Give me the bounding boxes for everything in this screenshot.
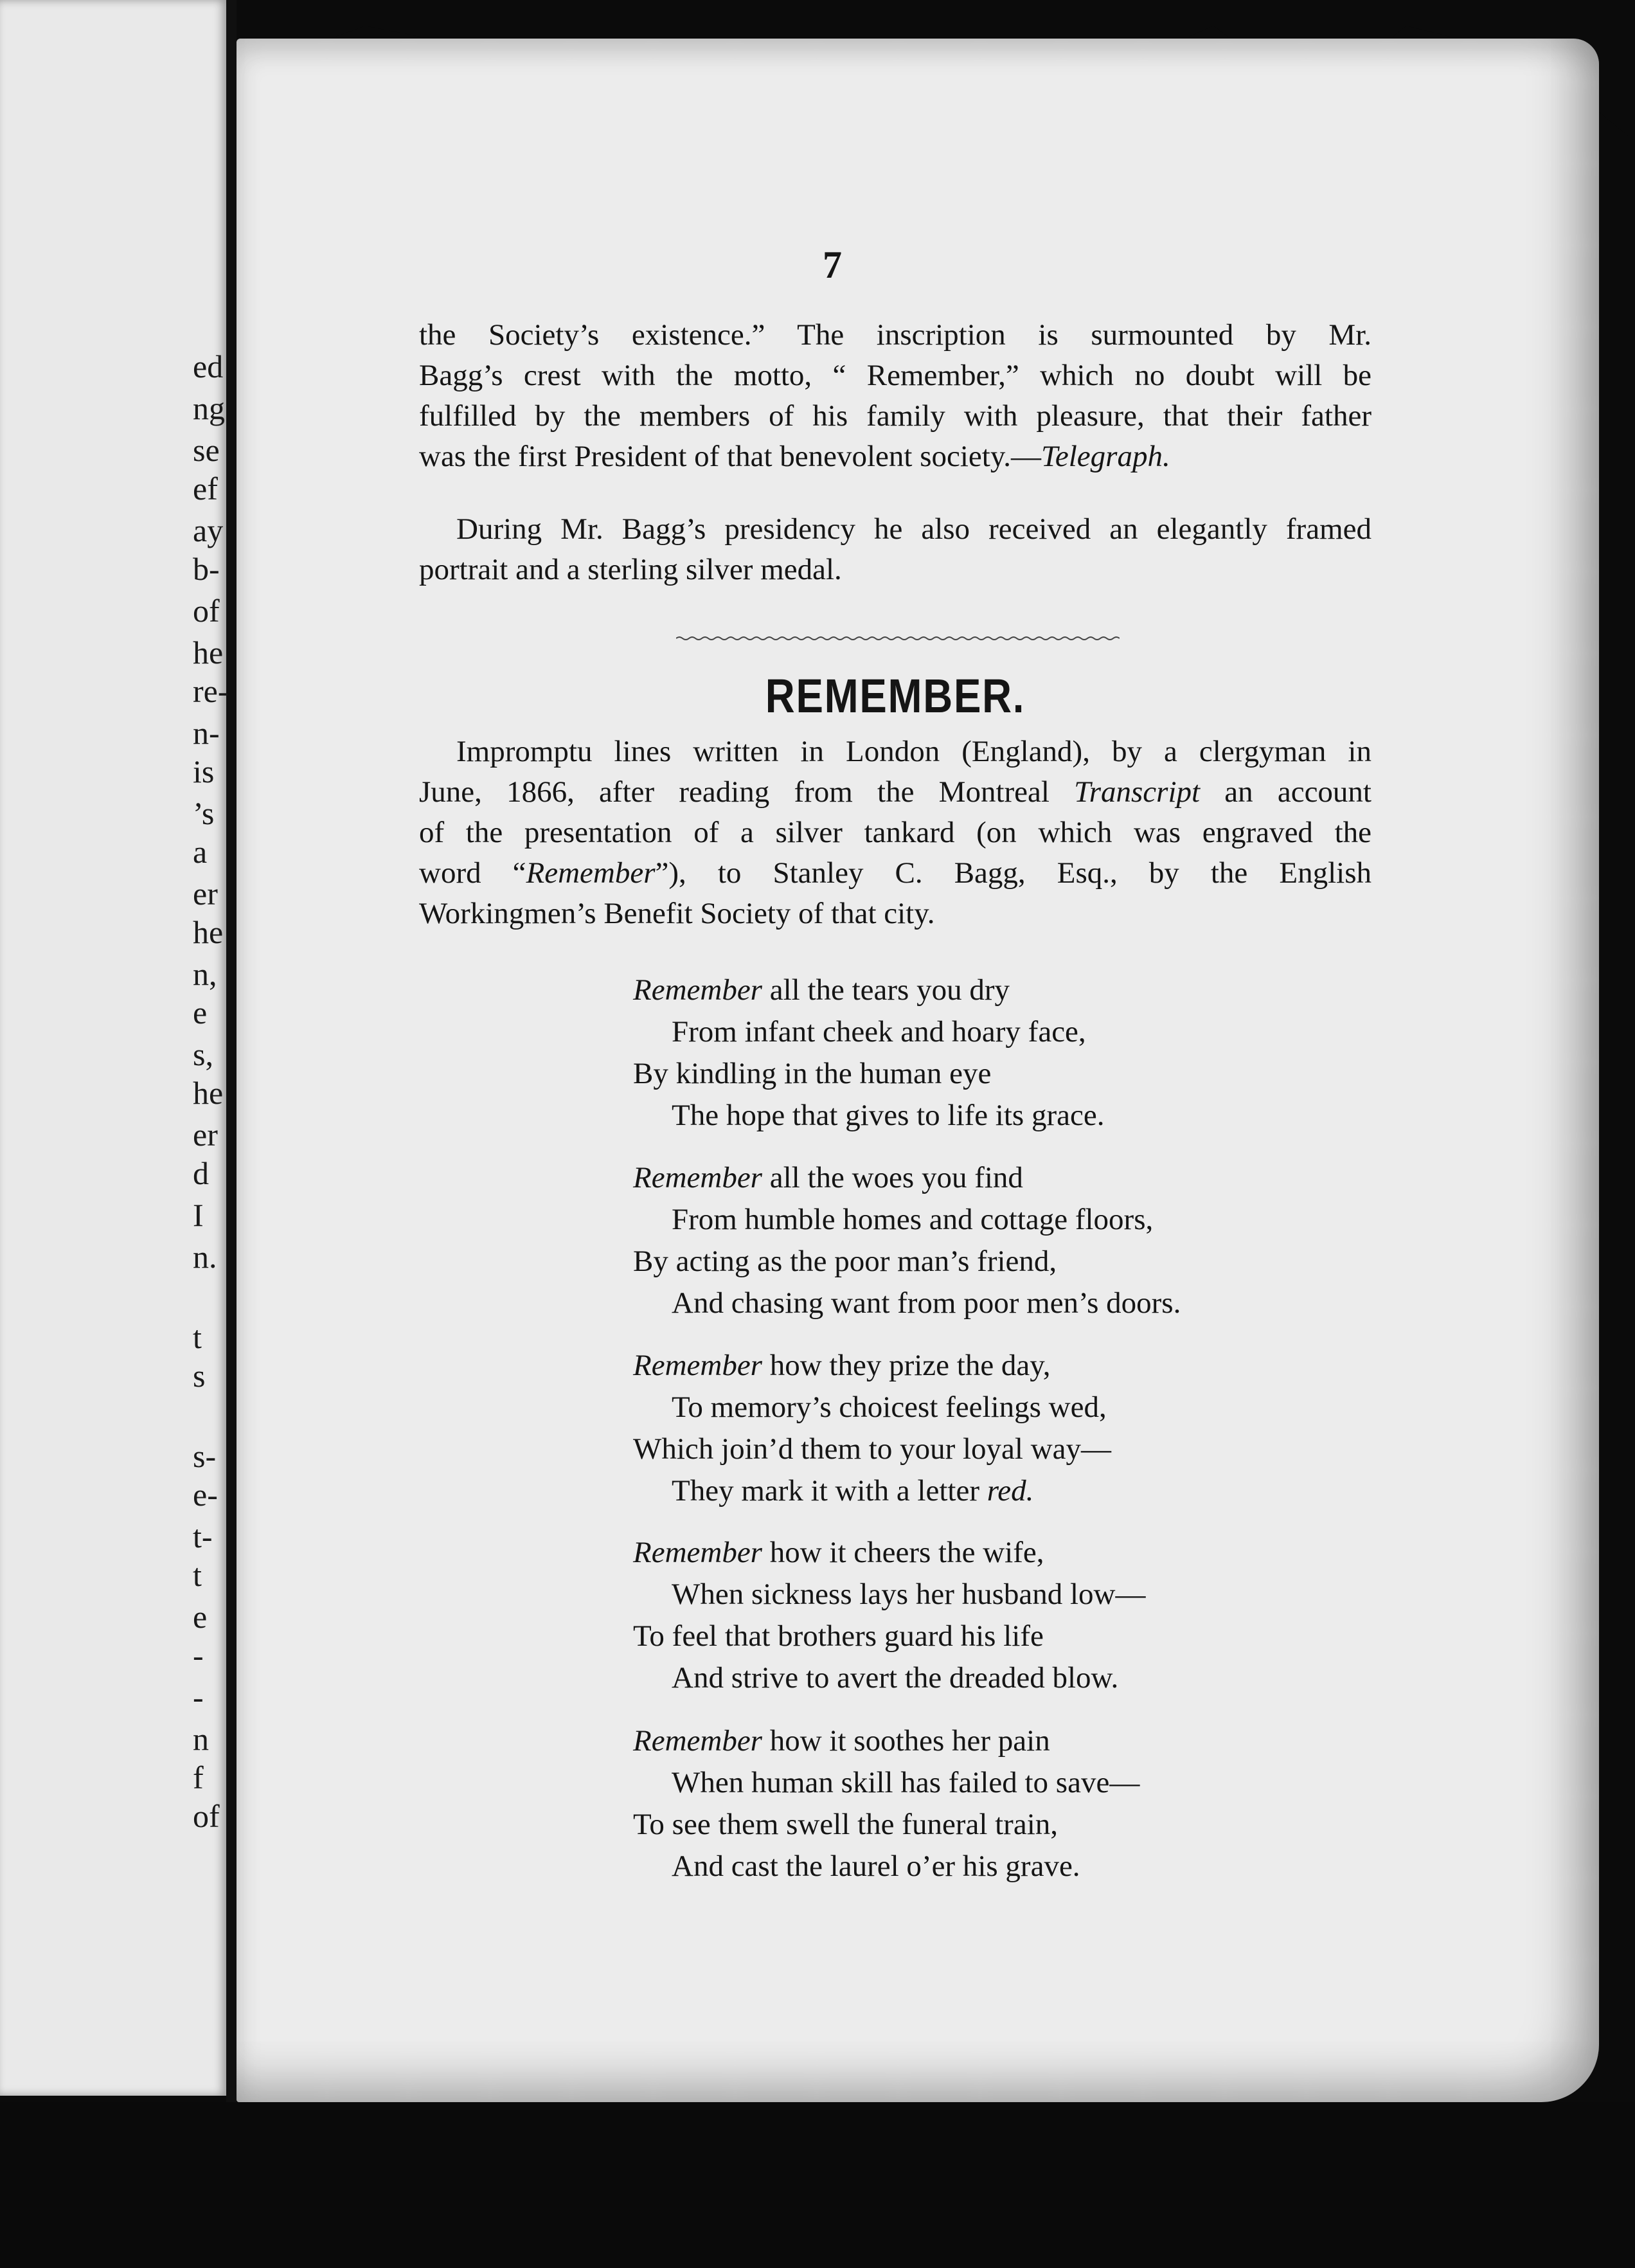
text-line: of the presentation of a silver tankard (on which was engraved the <box>419 816 1371 849</box>
poem-introduction <box>419 732 1371 934</box>
verse-line: When sickness lays her husband low— <box>672 1578 1146 1611</box>
verse-line: To see them swell the funeral train, <box>633 1808 1059 1841</box>
poem-stanza <box>633 1345 1111 1512</box>
left-page-fragment: I <box>193 1197 204 1233</box>
left-page-fragment: t <box>193 1557 202 1593</box>
left-page-fragment: t- <box>193 1518 213 1554</box>
left-page-fragment: he <box>193 914 224 950</box>
text-line: Impromptu lines written in London (England), by a clergyman in <box>456 735 1371 768</box>
verse-line: Remember how it cheers the wife, <box>633 1536 1044 1569</box>
left-page-fragment: re- <box>193 673 229 709</box>
verse-line: Remember all the tears you dry <box>633 973 1010 1007</box>
left-page-fragment: of <box>193 593 220 629</box>
left-page-fragment: e <box>193 995 208 1030</box>
left-page-fragment: he <box>193 634 224 670</box>
poem-stanza <box>633 1532 1146 1699</box>
text-line: portrait and a sterling silver medal. <box>419 553 842 586</box>
left-page-fragment: er <box>193 876 218 912</box>
left-page-fragment: e- <box>193 1477 218 1513</box>
left-page-fragment: s <box>193 1358 206 1394</box>
left-page-fragment: of <box>193 1798 220 1834</box>
left-page-fragment: a <box>193 834 208 870</box>
verse-line: By acting as the poor man’s friend, <box>633 1245 1057 1278</box>
text-line: Bagg’s crest with the motto, “ Remember,” which no doubt will be <box>419 359 1371 392</box>
left-page-fragment: er <box>193 1117 218 1153</box>
verse-line: They mark it with a letter red. <box>672 1474 1034 1508</box>
left-page-fragment: f <box>193 1760 204 1796</box>
left-page-fragment: n <box>193 1721 209 1757</box>
section-divider <box>676 635 1120 642</box>
verse-line: Which join’d them to your loyal way— <box>633 1432 1112 1466</box>
poem-stanza <box>633 969 1104 1137</box>
text-line: June, 1866, after reading from the Montreal Transcript an account <box>419 775 1371 809</box>
verse-line: And strive to avert the dreaded blow. <box>672 1661 1119 1695</box>
left-page-fragment: ef <box>193 471 218 507</box>
left-page-fragment: e <box>193 1599 208 1635</box>
verse-line: The hope that gives to life its grace. <box>672 1099 1105 1132</box>
text-line: fulfilled by the members of his family with pleasure, that their father <box>419 399 1371 433</box>
left-page-fragment: b- <box>193 551 220 587</box>
left-page-fragment: - <box>193 1637 204 1673</box>
verse-line: Remember all the woes you find <box>633 1161 1023 1194</box>
verse-line: From humble homes and cottage floors, <box>672 1203 1154 1236</box>
left-page-fragment: he <box>193 1075 224 1111</box>
scan-bottom-border <box>0 2102 1635 2268</box>
page-number: 7 <box>823 244 843 286</box>
text-line: word “Remember”), to Stanley C. Bagg, Esq., by the English <box>419 856 1371 890</box>
verse-line: And cast the laurel o’er his grave. <box>672 1850 1080 1883</box>
text-line: During Mr. Bagg’s presidency he also received an elegantly framed <box>456 512 1371 546</box>
left-page-fragment: ay <box>193 512 224 548</box>
text-line: Workingmen’s Benefit Society of that city. <box>419 897 935 930</box>
left-page-fragment: se <box>193 432 220 468</box>
verse-line: And chasing want from poor men’s doors. <box>672 1286 1181 1320</box>
text-line: was the first President of that benevolent society.—Telegraph. <box>419 440 1170 473</box>
poem-stanza <box>633 1720 1139 1887</box>
left-page-fragment: ed <box>193 348 224 384</box>
left-page-fragment: s, <box>193 1036 213 1072</box>
text-line: the Society’s existence.” The inscription is surmounted by Mr. <box>419 318 1371 352</box>
source-citation: Telegraph. <box>1041 440 1170 473</box>
verse-line: By kindling in the human eye <box>633 1057 992 1090</box>
poem-stanza <box>633 1157 1181 1324</box>
verse-line: From infant cheek and hoary face, <box>672 1015 1086 1048</box>
verse-line: To feel that brothers guard his life <box>633 1619 1044 1653</box>
left-page-fragment: n, <box>193 956 217 992</box>
paragraph-inscription <box>419 315 1371 477</box>
verse-line: Remember how it soothes her pain <box>633 1724 1050 1758</box>
left-page-fragment: is <box>193 753 215 789</box>
left-page-fragment: t <box>193 1319 202 1355</box>
paragraph-presidency <box>419 509 1371 590</box>
left-page-fragment: s- <box>193 1438 217 1474</box>
page-gutter <box>226 0 237 2102</box>
left-page-fragment: d <box>193 1155 209 1191</box>
left-page-fragment: ’s <box>193 795 215 831</box>
left-page-fragment: n. <box>193 1239 217 1275</box>
verse-line: To memory’s choicest feelings wed, <box>672 1390 1107 1424</box>
left-page-fragment: n- <box>193 715 220 751</box>
left-page-fragment: ng <box>193 390 225 426</box>
poem-title: REMEMBER. <box>765 669 1026 723</box>
verse-line: Remember how they prize the day, <box>633 1349 1051 1382</box>
left-page-fragment: - <box>193 1679 204 1715</box>
verse-line: When human skill has failed to save— <box>672 1766 1140 1799</box>
